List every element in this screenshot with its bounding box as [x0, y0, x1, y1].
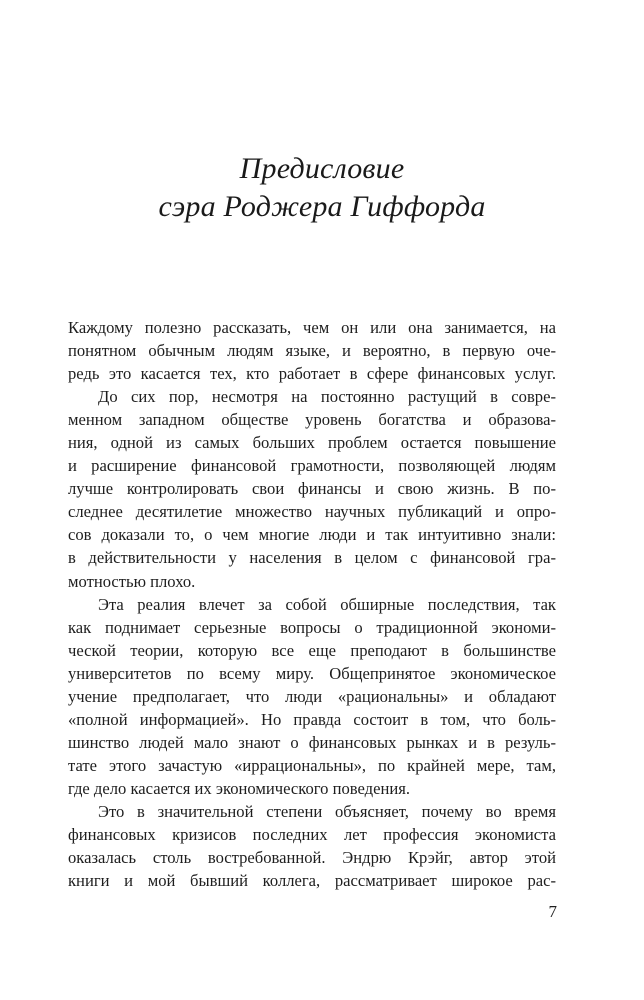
text-line: шинство людей мало знают о финансовых рынках и в резуль- [68, 732, 556, 752]
body-text [68, 316, 556, 892]
text-line: учение предполагает, что люди «рациональны» и обладают [68, 686, 556, 706]
chapter-title [0, 150, 644, 226]
text-line: Эта реалия влечет за собой обширные последствия, так [98, 594, 556, 614]
text-line: следнее десятилетие множество научных публикаций и опро- [68, 502, 556, 522]
text-line: оказалась столь востребованной. Эндрю Крэйг, автор этой [68, 848, 556, 868]
paragraph-4 [68, 800, 556, 892]
text-line: тате этого зачастую «иррациональны», по крайней мере, там, [68, 755, 556, 775]
chapter-title-line-1: Предисловие [239, 152, 405, 185]
text-line: До сих пор, несмотря на постоянно растущий в совре- [98, 387, 556, 407]
text-line: понятном обычным людям языке, и вероятно, в первую оче- [68, 341, 556, 361]
text-line: Это в значительной степени объясняет, почему во время [98, 801, 556, 821]
text-line: редь это касается тех, кто работает в сфере финансовых услуг. [68, 364, 556, 384]
text-line: менном западном обществе уровень богатства и образова- [68, 410, 556, 430]
text-line: лучше контролировать свои финансы и свою жизнь. В по- [68, 479, 556, 499]
text-line: в действительности у населения в целом с финансовой гра- [68, 548, 556, 568]
text-line: университетов по всему миру. Общепринятое экономическое [68, 663, 556, 683]
text-line: ческой теории, которую все еще преподают в большинстве [68, 640, 556, 660]
text-line: книги и мой бывший коллега, рассматривает широкое рас- [68, 871, 556, 891]
text-line: Каждому полезно рассказать, чем он или она занимается, на [68, 318, 556, 337]
text-line: «полной информацией». Но правда состоит в том, что боль- [68, 709, 556, 729]
text-line: ния, одной из самых больших проблем остается повышение [68, 433, 556, 453]
text-line: мотностью плохо. [68, 571, 196, 591]
chapter-title-line-2: сэра Роджера Гиффорда [158, 190, 486, 223]
paragraph-1 [68, 316, 556, 385]
text-line: сов доказали то, о чем многие люди и так интуитивно знали: [68, 525, 556, 545]
paragraph-3 [68, 593, 556, 800]
text-line: и расширение финансовой грамотности, позволяющей людям [68, 456, 556, 476]
text-line: где дело касается их экономического поведения. [68, 778, 411, 798]
page-number: 7 [548, 902, 557, 921]
paragraph-2 [68, 385, 556, 592]
text-line: как поднимает серьезные вопросы о традиционной экономи- [68, 617, 556, 637]
text-line: финансовых кризисов последних лет профессия экономиста [68, 825, 556, 845]
